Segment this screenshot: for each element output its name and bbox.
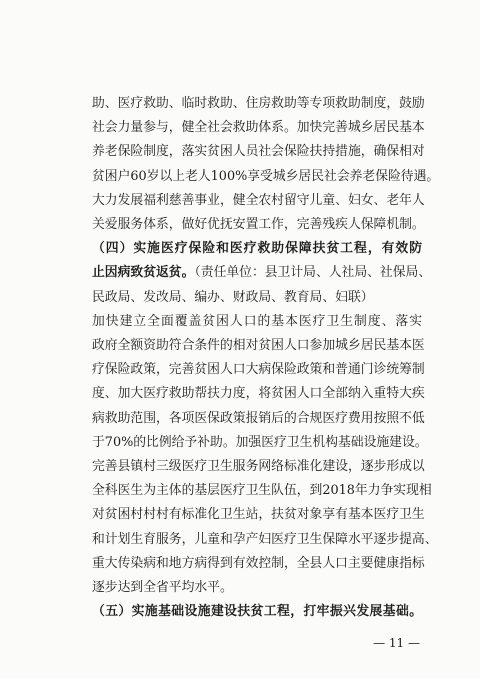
section-heading-continued bbox=[92, 261, 432, 285]
page-number: — 11 — bbox=[373, 636, 420, 650]
paragraph-line: 关爱服务体系，做好优抚安置工作，完善残疾人保障机制。 bbox=[92, 217, 425, 233]
paragraph-line: 助、医疗救助、临时救助、住房救助等专项救助制度，鼓励 bbox=[92, 96, 425, 111]
paragraph-line: 和计划生育服务，儿童和孕产妇医疗卫生保障水平逐步提高、 bbox=[92, 531, 438, 547]
paragraph-line: 度、加大医疗救助帮扶力度，将贫困人口全部纳入重特大疾 bbox=[92, 386, 425, 402]
paragraph-line: 加快建立全面覆盖贫困人口的基本医疗卫生制度、落实 bbox=[92, 313, 422, 329]
section-heading: （四）实施医疗保险和医疗救助保障扶贫工程，有效防 bbox=[92, 241, 422, 257]
paragraph-line: 重大传染病和地方病得到有效控制，全县人口主要健康指标 bbox=[92, 555, 425, 571]
paragraph-line: 疗保险政策，完善贫困人口大病保险政策和普通门诊统筹制 bbox=[92, 362, 425, 378]
responsible-units: （责任单位：县卫计局、人社局、社保局、 bbox=[194, 265, 432, 281]
paragraph-line: 对贫困村村村有标准化卫生站，扶贫对象享有基本医疗卫生 bbox=[92, 507, 425, 523]
responsible-units-continued: 民政局、发改局、编办、财政局、教育局、妇联） bbox=[92, 289, 374, 305]
section-heading: （五）实施基础设施建设扶贫工程，打牢振兴发展基础。 bbox=[92, 604, 422, 620]
section-heading-bold: 止因病致贫返贫。 bbox=[92, 265, 195, 281]
paragraph-line: 大力发展福利慈善事业，健全农村留守儿童、妇女、老年人 bbox=[92, 192, 425, 208]
paragraph-line: 政府全额资助符合条件的相对贫困人口参加城乡居民基本医 bbox=[92, 338, 425, 354]
paragraph-line: 贫困户60岁以上老人100%享受城乡居民社会养老保险待遇。 bbox=[92, 168, 440, 184]
body-text bbox=[92, 92, 440, 624]
paragraph-line: 病救助范围，各项医保政策报销后的合规医疗费用按照不低 bbox=[92, 410, 425, 426]
paragraph-line: 养老保险制度，落实贫困人员社会保险扶持措施，确保相对 bbox=[92, 144, 425, 160]
paragraph-line: 逐步达到全省平均水平。 bbox=[92, 580, 233, 596]
paragraph-line: 全科医生为主体的基层医疗卫生队伍，到2018年力争实现相 bbox=[92, 483, 432, 499]
paragraph-line: 完善县镇村三级医疗卫生服务网络标准化建设，逐步形成以 bbox=[92, 459, 425, 475]
paragraph-line: 于70%的比例给予补助。加强医疗卫生机构基础设施建设。 bbox=[92, 434, 428, 450]
paragraph-line: 社会力量参与，健全社会救助体系。加快完善城乡居民基本 bbox=[92, 120, 425, 136]
